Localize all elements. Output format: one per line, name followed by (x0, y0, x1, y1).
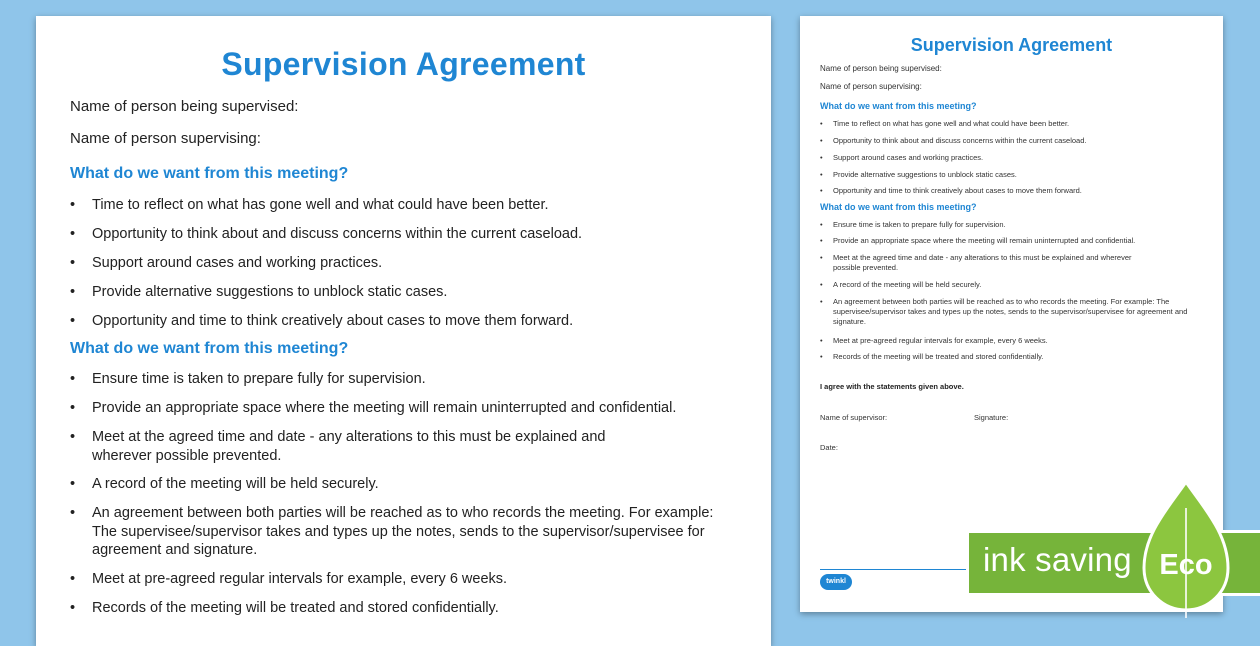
list-item: • Records of the meeting will be treated and stored confidentially. (70, 600, 499, 616)
list-item: • A record of the meeting will be held securely. (820, 280, 982, 289)
name-supervised-label: Name of person being supervised: (70, 98, 299, 115)
list-item: • Opportunity to think about and discuss concerns within the current caseload. (70, 226, 583, 242)
list-item: • Support around cases and working practices. (70, 255, 383, 271)
list-item: • Time to reflect on what has gone well and what could have been better. (70, 197, 549, 213)
eco-label: Eco (1159, 549, 1213, 581)
preview-name-supervising: Name of person supervising: (820, 82, 922, 91)
list-item: • A record of the meeting will be held securely. (70, 476, 379, 492)
document-title: Supervision Agreement (221, 46, 586, 82)
document-page-zoomed (36, 16, 771, 646)
list-item: • Ensure time is taken to prepare fully for supervision. (70, 371, 426, 387)
supervisor-name-field: Name of supervisor: (820, 413, 888, 422)
list-item: • Provide an appropriate space where the meeting will remain uninterrupted and confidential. (820, 236, 1136, 245)
list-item: • Opportunity to think about and discuss concerns within the current caseload. (820, 136, 1087, 145)
eco-leaf-icon (1138, 478, 1234, 618)
section-heading: What do we want from this meeting? (70, 340, 349, 357)
list-item: • Records of the meeting will be treated and stored confidentially. (820, 352, 1044, 361)
section-heading: What do we want from this meeting? (70, 165, 349, 182)
footer-divider (820, 569, 980, 570)
list-item: • Provide an appropriate space where the meeting will remain uninterrupted and confidential. (70, 400, 677, 416)
agree-statement: I agree with the statements given above. (820, 382, 964, 391)
preview-name-supervised: Name of person being supervised: (820, 64, 942, 73)
name-supervising-label: Name of person supervising: (70, 130, 261, 147)
list-item: • Meet at pre-agreed regular intervals for example, every 6 weeks. (70, 571, 508, 587)
preview-title: Supervision Agreement (910, 35, 1113, 55)
list-item: • Opportunity and time to think creatively about cases to move them forward. (70, 313, 574, 329)
list-item: • Opportunity and time to think creatively about cases to move them forward. (820, 186, 1082, 195)
date-field: Date: (820, 443, 838, 452)
list-item: • An agreement between both parties will be reached as to who records the meeting. For example: The supervisee/supervisor takes and types up the notes, sends to the supervisor/supervisee for agreement and signature. (70, 505, 714, 558)
list-item: • Ensure time is taken to prepare fully for supervision. (820, 220, 1006, 229)
list-item: • Meet at pre-agreed regular intervals for example, every 6 weeks. (820, 336, 1048, 345)
preview-section-heading: What do we want from this meeting? (820, 101, 977, 111)
list-item: • Meet at the agreed time and date - any alterations to this must be explained and wherever possible prevented. (70, 429, 606, 464)
twinkl-logo: twinkl (820, 574, 852, 590)
list-item: • An agreement between both parties will be reached as to who records the meeting. For example: The supervisee/supervisor takes and types up the notes, sends to the supervisor/supervisee for agreement and signature. (820, 297, 1188, 326)
list-item: • Support around cases and working practices. (820, 153, 984, 162)
list-item: • Provide alternative suggestions to unblock static cases. (70, 284, 448, 300)
list-item: • Provide alternative suggestions to unblock static cases. (820, 170, 1017, 179)
preview-section-heading: What do we want from this meeting? (820, 202, 977, 212)
list-item: • Time to reflect on what has gone well and what could have been better. (820, 119, 1070, 128)
signature-field: Signature: (974, 413, 1009, 422)
ink-saving-label: ink saving (983, 541, 1132, 578)
list-item: • Meet at the agreed time and date - any alterations to this must be explained and wherever possible prevented. (820, 253, 1132, 272)
